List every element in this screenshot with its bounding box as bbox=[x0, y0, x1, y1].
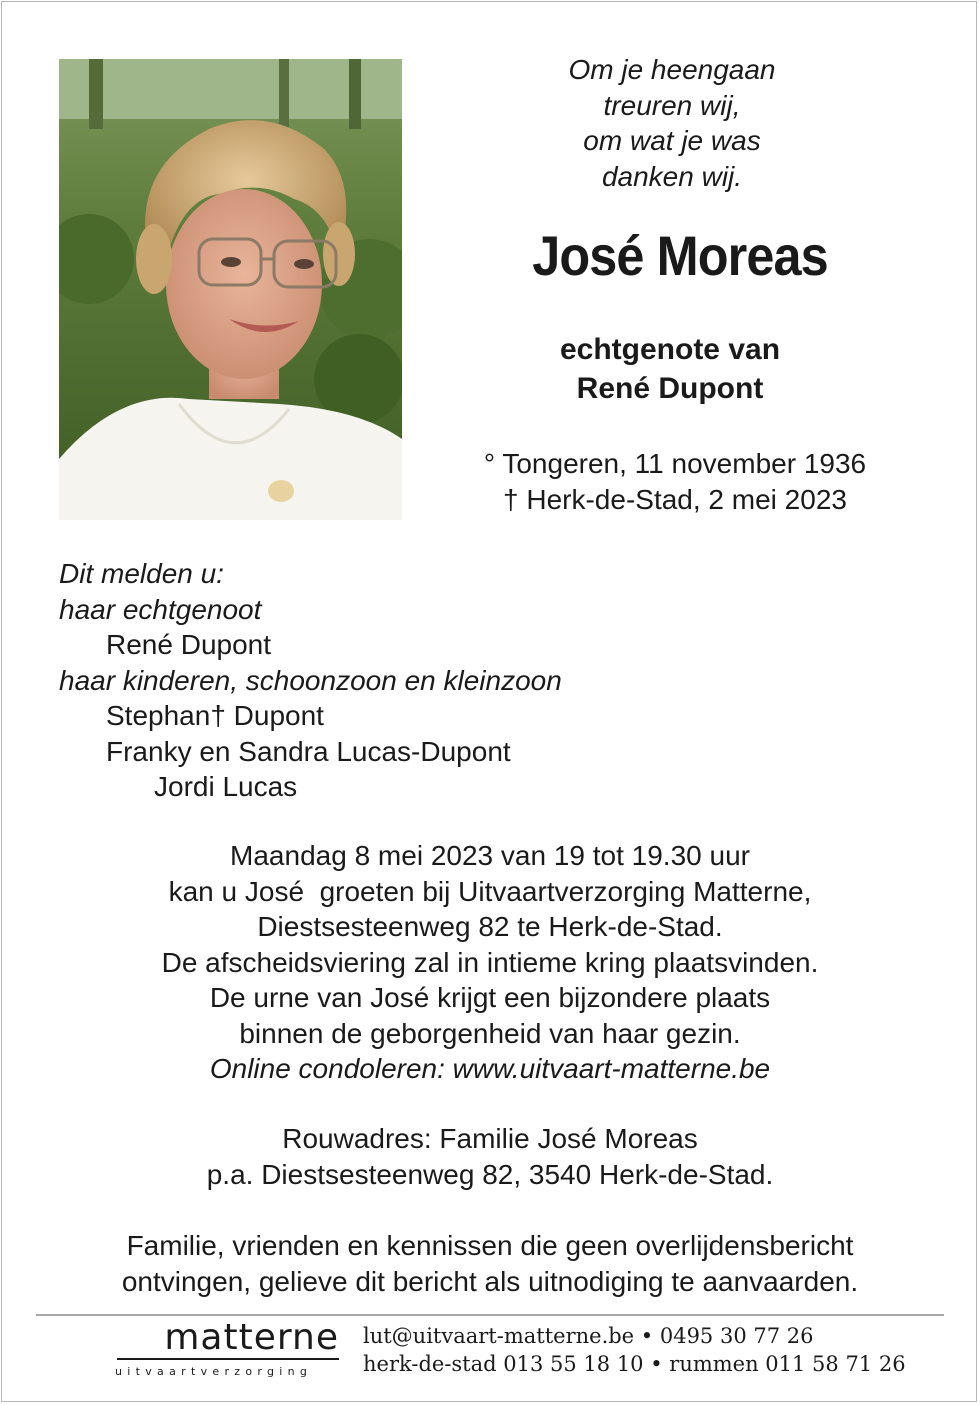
family-member: Jordi Lucas bbox=[154, 771, 298, 802]
info-line: Diestsesteenweg 82 te Herk-de-Stad. bbox=[257, 911, 723, 942]
info-line: Maandag 8 mei 2023 van 19 tot 19.30 uur bbox=[230, 840, 750, 871]
invitation-note bbox=[60, 1228, 920, 1299]
spouse-name: René Dupont bbox=[576, 372, 764, 405]
info-line: De afscheidsviering zal in intieme kring plaatsvinden. bbox=[161, 946, 819, 978]
deceased-name: José Moreas bbox=[532, 224, 828, 287]
online-condolence-link: Online condoleren: www.uitvaart-matterne.be bbox=[209, 1053, 771, 1084]
family-member: René Dupont bbox=[106, 629, 272, 660]
mourning-address bbox=[60, 1121, 920, 1192]
poem-line: danken wij. bbox=[601, 160, 743, 192]
poem-line: Om je heengaan bbox=[568, 54, 776, 85]
info-line: kan u José groeten bij Uitvaartverzorging Matterne, bbox=[168, 875, 812, 907]
company-logo bbox=[113, 1316, 339, 1386]
logo-underline bbox=[117, 1358, 339, 1360]
spouse-block bbox=[470, 330, 870, 408]
birth-line: ° Tongeren, 11 november 1936 bbox=[483, 448, 867, 479]
family-member: Stephan† Dupont bbox=[106, 700, 324, 731]
life-dates bbox=[440, 446, 910, 518]
address-line: Rouwadres: Familie José Moreas bbox=[282, 1123, 698, 1154]
address-line: p.a. Diestsesteenweg 82, 3540 Herk-de-Stad. bbox=[206, 1158, 774, 1190]
spouse-intro: echtgenote van bbox=[559, 333, 781, 366]
poem-line: om wat je was bbox=[583, 125, 761, 156]
info-line: De urne van José krijgt een bijzondere plaats bbox=[209, 982, 771, 1013]
contact-line: herk-de-stad 013 55 18 10 • rummen 011 58 71 26 bbox=[363, 1352, 906, 1376]
info-line: binnen de geborgenheid van haar gezin. bbox=[239, 1017, 741, 1049]
death-line: † Herk-de-Stad, 2 mei 2023 bbox=[503, 484, 847, 515]
family-list bbox=[59, 556, 759, 805]
contact-line: lut@uitvaart-matterne.be • 0495 30 77 26 bbox=[363, 1324, 814, 1348]
family-group-label: haar kinderen, schoonzoon en kleinzoon bbox=[59, 664, 562, 696]
invitation-line: ontvingen, gelieve dit bericht als uitnodiging te aanvaarden. bbox=[121, 1265, 859, 1297]
family-group-label: haar echtgenoot bbox=[59, 593, 262, 625]
invitation-line: Familie, vrienden en kennissen die geen overlijdensbericht bbox=[126, 1230, 854, 1261]
family-intro: Dit melden u: bbox=[59, 558, 224, 589]
contact-info bbox=[363, 1322, 923, 1378]
ceremony-info bbox=[60, 838, 920, 1087]
family-member: Franky en Sandra Lucas-Dupont bbox=[106, 735, 511, 767]
memorial-poem bbox=[500, 52, 844, 194]
logo-wordmark: matterne bbox=[164, 1317, 339, 1358]
portrait-photo bbox=[59, 59, 402, 520]
poem-line: treuren wij, bbox=[603, 89, 741, 121]
logo-tagline: uitvaartverzorging bbox=[115, 1365, 313, 1378]
